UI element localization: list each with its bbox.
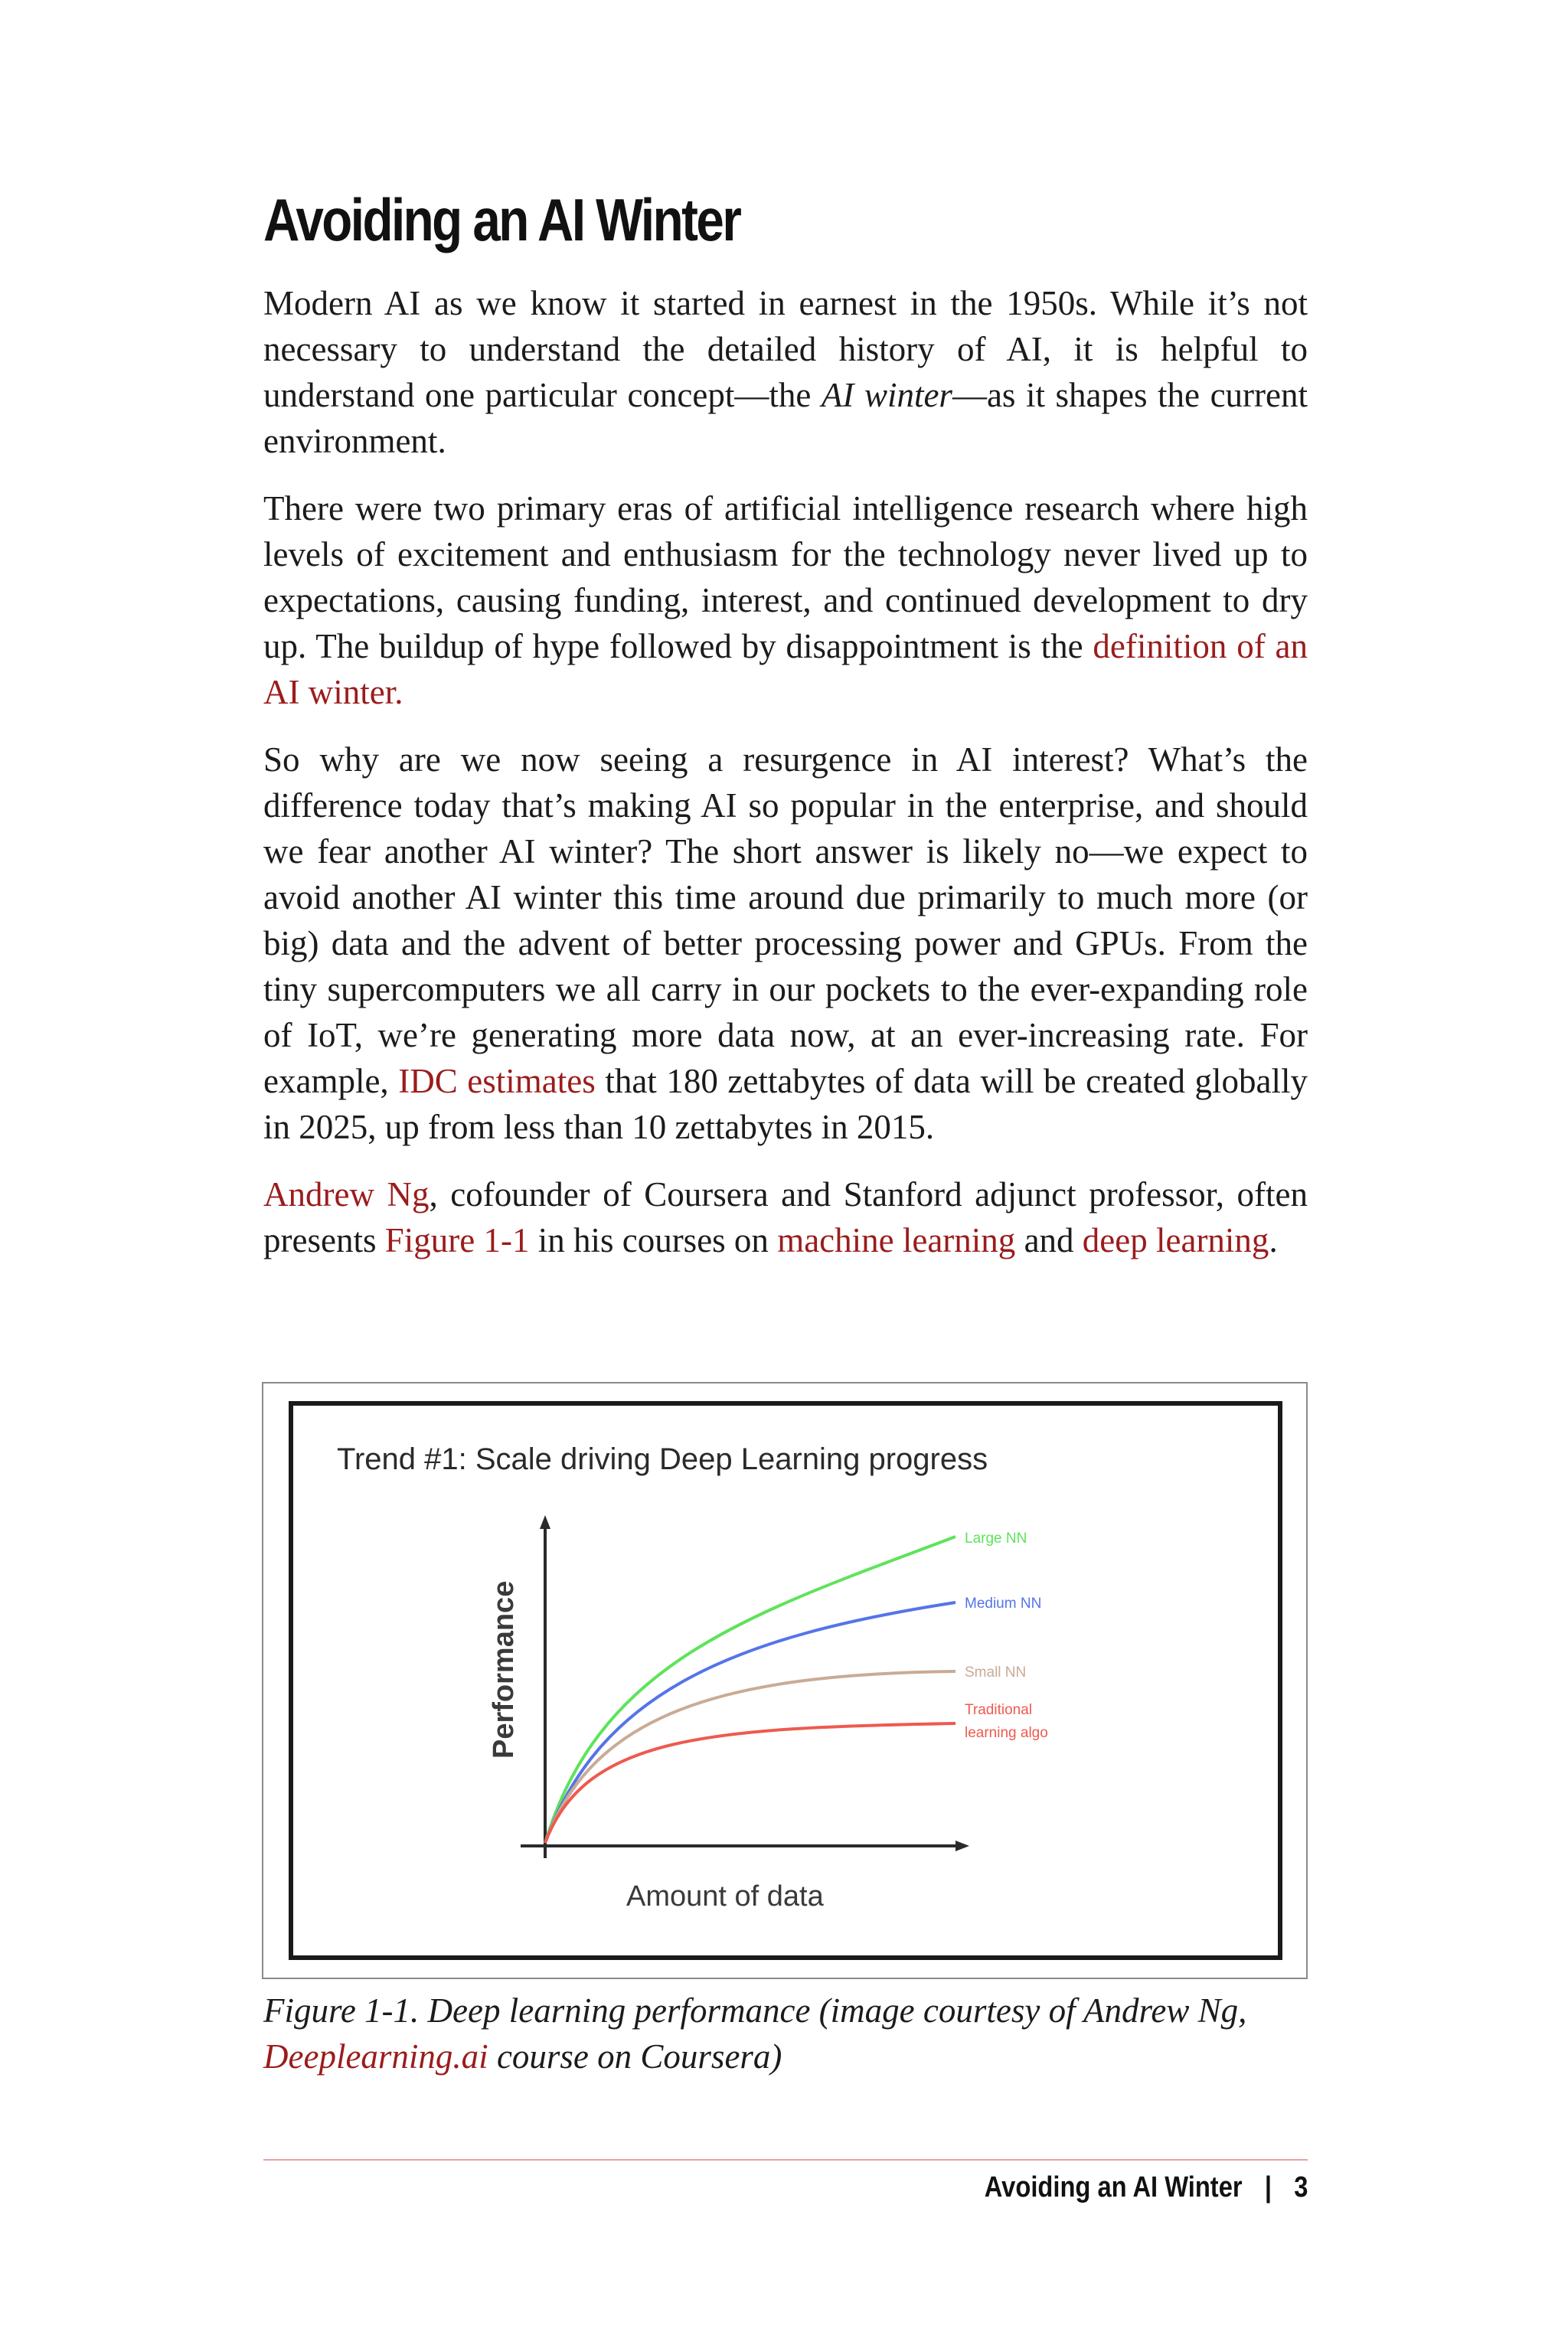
page-number: 3: [1293, 2171, 1308, 2203]
small-nn-label: Small NN: [965, 1664, 1027, 1681]
p1-text-b: —as it shapes the current environment.: [263, 376, 1308, 460]
figure-inner-border: [291, 1403, 1280, 1958]
andrew-ng-link[interactable]: Andrew Ng: [263, 1175, 430, 1214]
figure-frame: [262, 1382, 1308, 1979]
paragraph-4: [263, 1171, 1308, 1263]
machine-learning-link[interactable]: machine learning: [777, 1221, 1016, 1259]
y-axis-label: Performance: [488, 1580, 520, 1759]
deeplearning-ai-link[interactable]: Deeplearning.ai: [263, 2037, 488, 2076]
p1-text-a: Modern AI as we know it started in earnest in the 1950s. While it’s not necessary to understand the detailed history of AI, it is helpful to understand one particular concept—the: [263, 284, 1308, 414]
page-heading: Avoiding an AI Winter: [263, 186, 740, 253]
footer-separator: |: [1264, 2171, 1272, 2203]
large-nn-label: Large NN: [965, 1530, 1027, 1547]
traditional-algo-label-line2: learning algo: [965, 1725, 1048, 1741]
p4-text-b: in his courses on: [529, 1221, 778, 1259]
x-axis-label: Amount of data: [626, 1880, 824, 1913]
paragraph-2: [263, 485, 1308, 715]
figure-title: Trend #1: Scale driving Deep Learning progress: [337, 1442, 988, 1476]
p4-text-c: and: [1015, 1221, 1083, 1259]
footer-rule: [263, 2159, 1308, 2161]
ai-winter-definition-link[interactable]: definition of an AI winter.: [263, 627, 1308, 711]
p4-text-d: .: [1269, 1221, 1278, 1259]
paragraph-1: [263, 280, 1308, 464]
body-text: [263, 280, 1308, 1285]
p3-text-a: So why are we now seeing a resurgence in AI interest? What’s the difference today that’s making AI so popular in the enterprise, and should we fear another AI winter? The short answer is likely no—we expect to avoid another AI winter this time around due primarily to much more (or big) data and the advent of better processing power and GPUs. From the tiny supercomputers we all carry in our pockets to the ever-expanding role of IoT, we’re generating more data now, at an ever-increasing rate. For example,: [263, 740, 1308, 1100]
figure-caption: [263, 1988, 1308, 2079]
caption-text-a: Figure 1-1. Deep learning performance (image courtesy of Andrew Ng,: [263, 1991, 1247, 2030]
page-footer: [984, 2171, 1308, 2204]
p4-text-a: , cofounder of Coursera and Stanford adjunct professor, often presents: [263, 1175, 1308, 1259]
p3-text-b: that 180 zettabytes of data will be created globally in 2025, up from less than 10 zettabytes in 2015.: [263, 1062, 1308, 1146]
p1-emphasis: AI winter: [821, 376, 952, 414]
p2-text-a: There were two primary eras of artificial intelligence research where high levels of excitement and enthusiasm for the technology never lived up to expectations, causing funding, interest, and continued development to dry up. The buildup of hype followed by disappointment is the: [263, 489, 1308, 665]
traditional-algo-label-line1: Traditional: [965, 1702, 1033, 1718]
footer-section-title: Avoiding an AI Winter: [984, 2171, 1243, 2203]
paragraph-3: [263, 737, 1308, 1150]
idc-estimates-link[interactable]: IDC estimates: [398, 1062, 596, 1100]
deep-learning-link[interactable]: deep learning: [1082, 1221, 1269, 1259]
caption-text-b: course on Coursera): [488, 2037, 782, 2076]
figure-1-1-link[interactable]: Figure 1-1: [384, 1221, 530, 1259]
medium-nn-label: Medium NN: [965, 1596, 1042, 1612]
figure-image: [263, 1383, 1306, 1978]
